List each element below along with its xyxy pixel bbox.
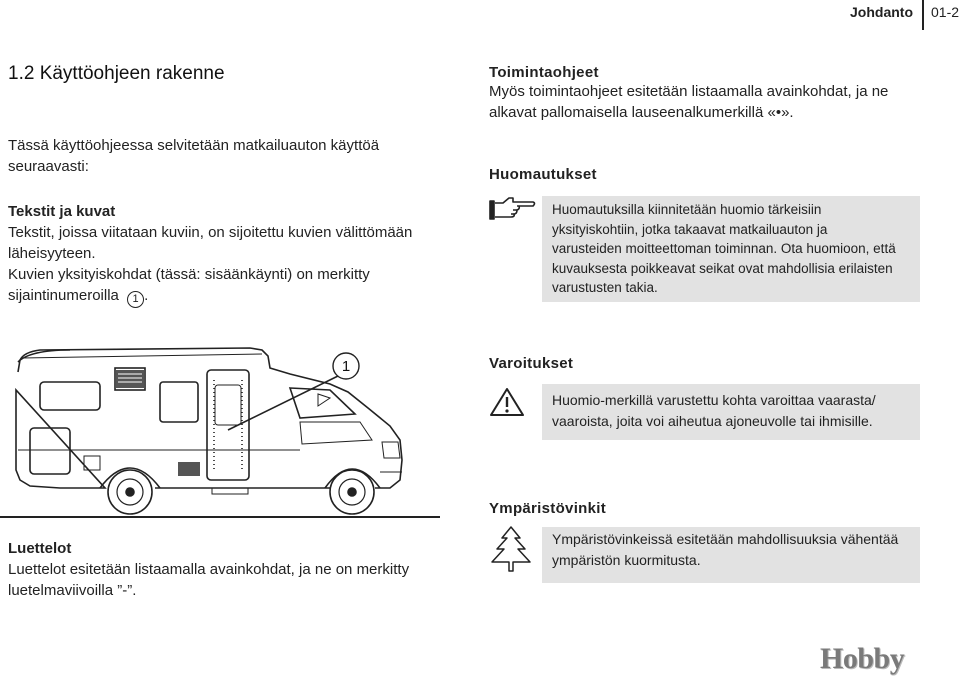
intro-line: seuraavasti: bbox=[8, 158, 89, 175]
texts-images-line: läheisyyteen. bbox=[8, 245, 96, 262]
position-number-marker: 1 bbox=[127, 291, 144, 308]
instructions-heading: Toimintaohjeet bbox=[489, 64, 599, 81]
warnings-line: Huomio-merkillä varustettu kohta varoittaa vaarasta/ bbox=[552, 392, 876, 408]
notes-box bbox=[542, 196, 920, 302]
texts-images-end: . bbox=[144, 287, 149, 304]
notes-line: varusteiden moitteettoman toiminnan. Ota huomioon, että bbox=[552, 241, 896, 256]
environment-line: ympäristön kuormitusta. bbox=[552, 552, 701, 568]
texts-images-section bbox=[8, 201, 458, 308]
notes-heading: Huomautukset bbox=[489, 166, 597, 183]
instructions-section bbox=[489, 64, 929, 123]
instructions-line: alkavat pallomaisella lauseenalkumerkillä «•». bbox=[489, 104, 794, 121]
warnings-heading: Varoitukset bbox=[489, 355, 574, 372]
warnings-line: vaaroista, joita voi aiheutua ajoneuvolle tai ihmisille. bbox=[552, 413, 873, 429]
notes-line: kuvauksesta poikkeavat seikat ovat mahdollisia erilaisten bbox=[552, 260, 893, 276]
fir-tree-icon bbox=[486, 524, 536, 574]
instructions-line: Myös toimintaohjeet esitetään listaamalla avainkohdat, ja ne bbox=[489, 83, 889, 100]
texts-images-line: Tekstit, joissa viitataan kuviin, on sijoitettu kuvien välittömään bbox=[8, 224, 413, 241]
notes-line: Huomautuksilla kiinnitetään huomio tärkeisiin bbox=[552, 202, 822, 217]
environment-heading: Ympäristövinkit bbox=[489, 500, 607, 517]
notes-line: varustusten takia. bbox=[552, 280, 658, 295]
texts-images-heading: Tekstit ja kuvat bbox=[8, 203, 116, 220]
pointing-hand-icon bbox=[489, 195, 537, 225]
texts-images-line-last bbox=[8, 285, 458, 308]
header-divider bbox=[922, 0, 924, 30]
figure-callout-number: 1 bbox=[341, 358, 351, 375]
lists-section bbox=[8, 538, 458, 601]
texts-images-text: sijaintinumeroilla bbox=[8, 287, 119, 304]
page-title: 1.2 Käyttöohjeen rakenne bbox=[8, 63, 225, 84]
warning-triangle-icon bbox=[489, 387, 525, 417]
page-number: 01-2 bbox=[931, 4, 960, 20]
environment-line: Ympäristövinkeissä esitetään mahdollisuuksia vähentää bbox=[552, 531, 899, 547]
notes-line: yksityiskohtiin, jotka takaavat matkailuauton ja bbox=[552, 221, 828, 237]
intro-paragraph bbox=[8, 135, 448, 177]
motorhome-illustration bbox=[0, 330, 470, 530]
environment-box bbox=[542, 527, 920, 583]
lists-heading: Luettelot bbox=[8, 540, 72, 557]
section-name: Johdanto bbox=[850, 4, 913, 20]
warnings-box bbox=[542, 384, 920, 440]
intro-line: Tässä käyttöohjeessa selvitetään matkailuauton käyttöä bbox=[8, 137, 380, 154]
lists-line: Luettelot esitetään listaamalla avainkohdat, ja ne on merkitty bbox=[8, 561, 410, 578]
hobby-logo: Hobby bbox=[820, 642, 905, 675]
lists-line: luetelmaviivoilla ”-”. bbox=[8, 582, 137, 599]
texts-images-line: Kuvien yksityiskohdat (tässä: sisäänkäynti) on merkitty bbox=[8, 266, 370, 283]
